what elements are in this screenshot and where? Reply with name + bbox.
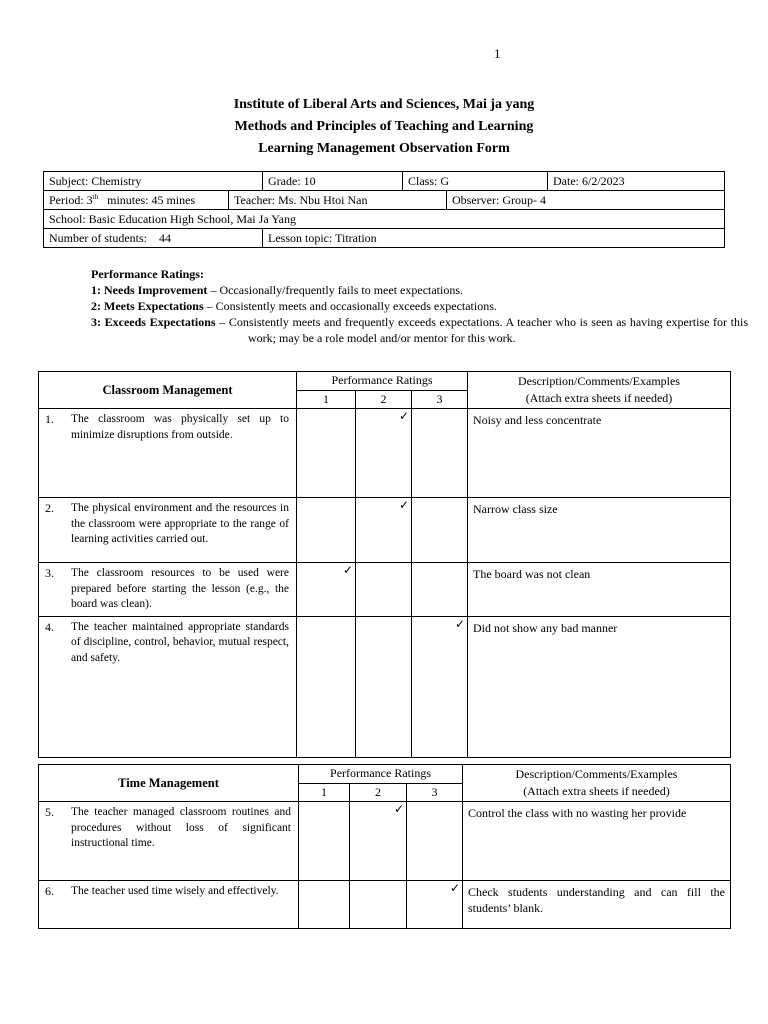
- item-number: 1.: [45, 412, 54, 426]
- classroom-col-1: 1: [297, 390, 356, 409]
- table-row: [39, 881, 731, 929]
- table-row: [39, 802, 731, 881]
- rating-3-text: – Consistently meets and frequently exceeds expectations. A teacher who is seen as having expertise for this work; may be a role model and/or mentor for this work.: [215, 315, 749, 345]
- item-number: 4.: [45, 619, 54, 634]
- item-text: The teacher managed classroom routines and procedures without loss of significant instructional time.: [71, 806, 291, 849]
- rating-2-check: ✓: [356, 409, 412, 498]
- rating-1-check: ✓: [297, 563, 356, 617]
- institute-title: Institute of Liberal Arts and Sciences, Mai ja yang: [233, 97, 535, 112]
- comment-cell: Control the class with no wasting her provide: [463, 802, 731, 881]
- rating-3-check: ✓: [412, 616, 468, 757]
- rating-3-check: ✓: [407, 881, 463, 929]
- item-text: The teacher maintained appropriate standards of discipline, control, behavior, mutual respect, and safety.: [71, 620, 289, 664]
- rating-2-check: ✓: [350, 802, 407, 881]
- date-cell: Date: 6/2/2023: [548, 172, 725, 191]
- period-suffix: minutes: 45 mines: [98, 193, 196, 207]
- topic-cell: Lesson topic: Titration: [263, 229, 725, 248]
- classroom-col-2: 2: [356, 390, 412, 409]
- course-title: Methods and Principles of Teaching and Learning: [234, 119, 534, 134]
- ratings-title: Performance Ratings:: [91, 267, 204, 281]
- teacher-cell: Teacher: Ms. Nbu Htoi Nan: [229, 191, 447, 209]
- item-cell: [39, 802, 299, 881]
- ratings-legend: [91, 266, 748, 346]
- rating-1-check: [297, 409, 356, 498]
- classroom-management-table: [38, 371, 731, 758]
- time-perf-header: Performance Ratings: [299, 765, 463, 784]
- item-cell: [39, 563, 297, 617]
- item-text: The classroom resources to be used were prepared before starting the lesson (e.g., the board was clean).: [71, 567, 289, 610]
- classroom-desc-sub: (Attach extra sheets if needed): [525, 391, 673, 405]
- item-number: 3.: [45, 566, 54, 580]
- classroom-col-3: 3: [412, 390, 468, 409]
- rating-1-text: – Occasionally/frequently fails to meet expectations.: [207, 283, 464, 297]
- rating-2-text: – Consistently meets and occasionally exceeds expectations.: [203, 299, 497, 313]
- rating-1-label: 1: Needs Improvement: [91, 283, 208, 297]
- item-number: 5.: [45, 805, 54, 819]
- time-desc-header: [463, 765, 731, 802]
- classroom-desc-header: [468, 372, 731, 409]
- subject-cell: Subject: Chemistry: [44, 172, 263, 191]
- rating-1-check: [299, 802, 350, 881]
- form-title: Learning Management Observation Form: [258, 141, 510, 156]
- info-table: [43, 171, 725, 248]
- item-cell: [39, 881, 299, 929]
- item-number: 6.: [45, 884, 54, 898]
- time-section-title: Time Management: [39, 765, 299, 802]
- comment-cell: Noisy and less concentrate: [468, 409, 731, 498]
- item-cell: [39, 498, 297, 563]
- time-desc-title: Description/Comments/Examples: [515, 767, 678, 781]
- item-cell: [39, 409, 297, 498]
- item-text: The classroom was physically set up to minimize disruptions from outside.: [71, 413, 289, 441]
- rating-2-check: [356, 563, 412, 617]
- table-row: [39, 563, 731, 617]
- comment-cell: Check students understanding and can fill the students’ blank.: [463, 881, 731, 929]
- rating-2-check: [356, 616, 412, 757]
- grade-cell: Grade: 10: [263, 172, 403, 191]
- period-sup: th: [92, 193, 99, 201]
- observer-cell: Observer: Group- 4: [452, 193, 546, 207]
- rating-3-label: 3: Exceeds Expectations: [91, 315, 216, 329]
- time-col-3: 3: [407, 783, 463, 802]
- rating-1-check: [297, 498, 356, 563]
- time-management-table: [38, 764, 731, 929]
- time-col-2: 2: [350, 783, 407, 802]
- table-row: [39, 409, 731, 498]
- rating-2-check: [350, 881, 407, 929]
- period-cell: [44, 191, 229, 209]
- table-row: [39, 616, 731, 757]
- rating-3-check: [412, 409, 468, 498]
- class-cell: Class: G: [403, 172, 548, 191]
- time-col-1: 1: [299, 783, 350, 802]
- time-desc-sub: (Attach extra sheets if needed): [523, 784, 670, 798]
- rating-3-check: [412, 563, 468, 617]
- period-prefix: Period: 3: [49, 193, 93, 207]
- rating-2-label: 2: Meets Expectations: [91, 299, 204, 313]
- comment-cell: The board was not clean: [468, 563, 731, 617]
- comment-cell: Narrow class size: [468, 498, 731, 563]
- rating-3-check: [412, 498, 468, 563]
- item-text: The teacher used time wisely and effectively.: [71, 885, 279, 897]
- classroom-section-title: Classroom Management: [39, 372, 297, 409]
- item-text: The physical environment and the resources in the classroom were appropriate to the range of learning activities carried out.: [71, 502, 289, 545]
- rating-1-check: [299, 881, 350, 929]
- item-number: 2.: [45, 501, 54, 515]
- rating-1-check: [297, 616, 356, 757]
- rating-3-check: [407, 802, 463, 881]
- comment-cell: Did not show any bad manner: [468, 616, 731, 757]
- students-cell: Number of students: 44: [44, 229, 263, 248]
- table-row: [39, 498, 731, 563]
- item-cell: [39, 616, 297, 757]
- rating-2-check: ✓: [356, 498, 412, 563]
- classroom-perf-header: Performance Ratings: [297, 372, 468, 391]
- page-number: 1: [494, 46, 501, 61]
- classroom-desc-title: Description/Comments/Examples: [518, 374, 680, 388]
- school-cell: School: Basic Education High School, Mai Ja Yang: [44, 210, 725, 229]
